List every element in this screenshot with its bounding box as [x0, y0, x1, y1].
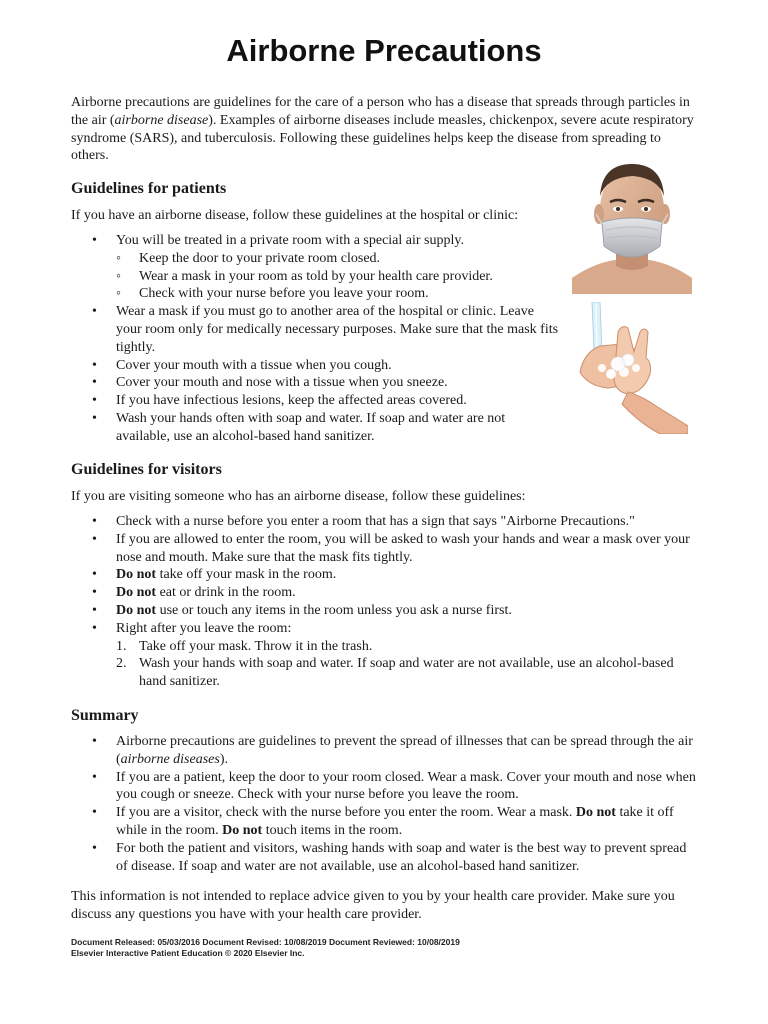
footer-dates: Document Released: 05/03/2016 Document Revised: 10/08/2019 Document Reviewed: 10/08/2019 [71, 937, 460, 947]
person-wearing-mask-illustration [572, 156, 692, 294]
summary-heading: Summary [71, 707, 139, 724]
list-item [71, 804, 701, 840]
list-item: • Wash your hands often with soap and water. If soap and water are not available, use an alcohol-based hand sanitizer. [71, 410, 561, 446]
list-item [71, 566, 701, 584]
list-item-text: ). [219, 751, 229, 767]
list-item-text: If you are a visitor, check with the nurse before you enter the room. Wear a mask. [116, 805, 573, 821]
numbered-subitem [71, 655, 701, 691]
list-item: • For both the patient and visitors, washing hands with soap and water is the best way to prevent spread of disease. If soap and water are not available, use an alcohol-based hand sanitizer. [71, 840, 701, 876]
list-item: • Check with a nurse before you enter a room that has a sign that says "Airborne Precautions." [71, 513, 701, 531]
visitors-lead [71, 488, 671, 506]
list-item: • You will be treated in a private room with a special air supply. [71, 232, 561, 250]
do-not-emphasis: Do not [575, 805, 616, 821]
footer-copyright: Elsevier Interactive Patient Education © 2020 Elsevier Inc. [71, 948, 305, 958]
do-not-emphasis: Do not [116, 585, 157, 601]
list-item: • If you are a patient, keep the door to your room closed. Wear a mask. Cover your mouth and nose when you cough or sneeze. Check with your nurse before you leave the room. [71, 769, 701, 805]
list-item-text: Wash your hands with soap and water. If soap and water are not available, use an alcohol-based hand sanitizer. [139, 656, 674, 690]
list-item: • Wear a mask if you must go to another area of the hospital or clinic. Leave your room only for medically necessary purposes. Make sure that the mask fits tightly. [71, 303, 561, 356]
list-item-text: take it off while in the room. [116, 805, 674, 838]
list-item [71, 733, 701, 769]
visitors-list [71, 513, 701, 691]
disclaimer [71, 888, 701, 924]
do-not-emphasis: Do not [222, 822, 263, 838]
list-item: • Right after you leave the room: [71, 620, 701, 638]
italic-term: airborne diseases [120, 751, 220, 767]
list-item-text: use or touch any items in the room unless you ask a nurse first. [159, 602, 512, 618]
list-item [71, 602, 701, 620]
list-item-text: touch items in the room. [265, 822, 403, 838]
item-number: 2. [116, 656, 127, 672]
hand-washing-illustration [578, 302, 688, 434]
do-not-emphasis: Do not [116, 567, 157, 583]
list-item-text: eat or drink in the room. [159, 585, 296, 601]
list-item-text: Take off your mask. Throw it in the trash. [139, 638, 373, 654]
list-item [71, 584, 701, 602]
list-item: • If you are allowed to enter the room, you will be asked to wash your hands and wear a mask over your nose and mouth. Make sure that the mask fits tightly. [71, 531, 701, 567]
document-footer [71, 937, 460, 959]
list-subitem: ◦ Wear a mask in your room as told by your health care provider. [71, 268, 561, 286]
visitors-heading: Guidelines for visitors [71, 461, 222, 478]
list-item-text: Airborne precautions are guidelines to prevent the spread of illnesses that can be spread through the air ( [116, 734, 693, 767]
patients-heading: Guidelines for patients [71, 180, 227, 197]
intro-italic-term: airborne disease [114, 112, 209, 128]
page-title: Airborne Precautions [226, 33, 542, 68]
patients-lead [71, 207, 571, 225]
disclaimer-text: This information is not intended to replace advice given to you by your health care provider. Make sure you discuss any questions you have with your health care provider. [71, 889, 675, 922]
intro-text-start: Airborne precautions are guidelines for the care of a person who has a disease that spreads through particles in the air ( [71, 95, 690, 128]
patients-list [71, 232, 561, 446]
do-not-emphasis: Do not [116, 602, 157, 618]
list-item: • Cover your mouth with a tissue when you cough. [71, 357, 561, 375]
summary-list [71, 733, 701, 875]
patients-lead-text: If you have an airborne disease, follow these guidelines at the hospital or clinic: [71, 208, 519, 223]
list-subitem: ◦ Keep the door to your private room closed. [71, 250, 561, 268]
numbered-subitem [71, 638, 701, 656]
intro-paragraph [71, 94, 701, 165]
visitors-lead-text: If you are visiting someone who has an airborne disease, follow these guidelines: [71, 489, 526, 504]
list-item: • If you have infectious lesions, keep the affected areas covered. [71, 392, 561, 410]
list-subitem: ◦ Check with your nurse before you leave your room. [71, 285, 561, 303]
list-item: • Cover your mouth and nose with a tissue when you sneeze. [71, 374, 561, 392]
item-number: 1. [116, 638, 127, 654]
list-item-text: take off your mask in the room. [159, 567, 337, 583]
intro-text-end: ). Examples of airborne diseases include measles, chickenpox, severe acute respiratory syndrome (SARS), and tuberculosis. Following these guidelines helps keep the disease from spreading to others. [71, 112, 694, 164]
